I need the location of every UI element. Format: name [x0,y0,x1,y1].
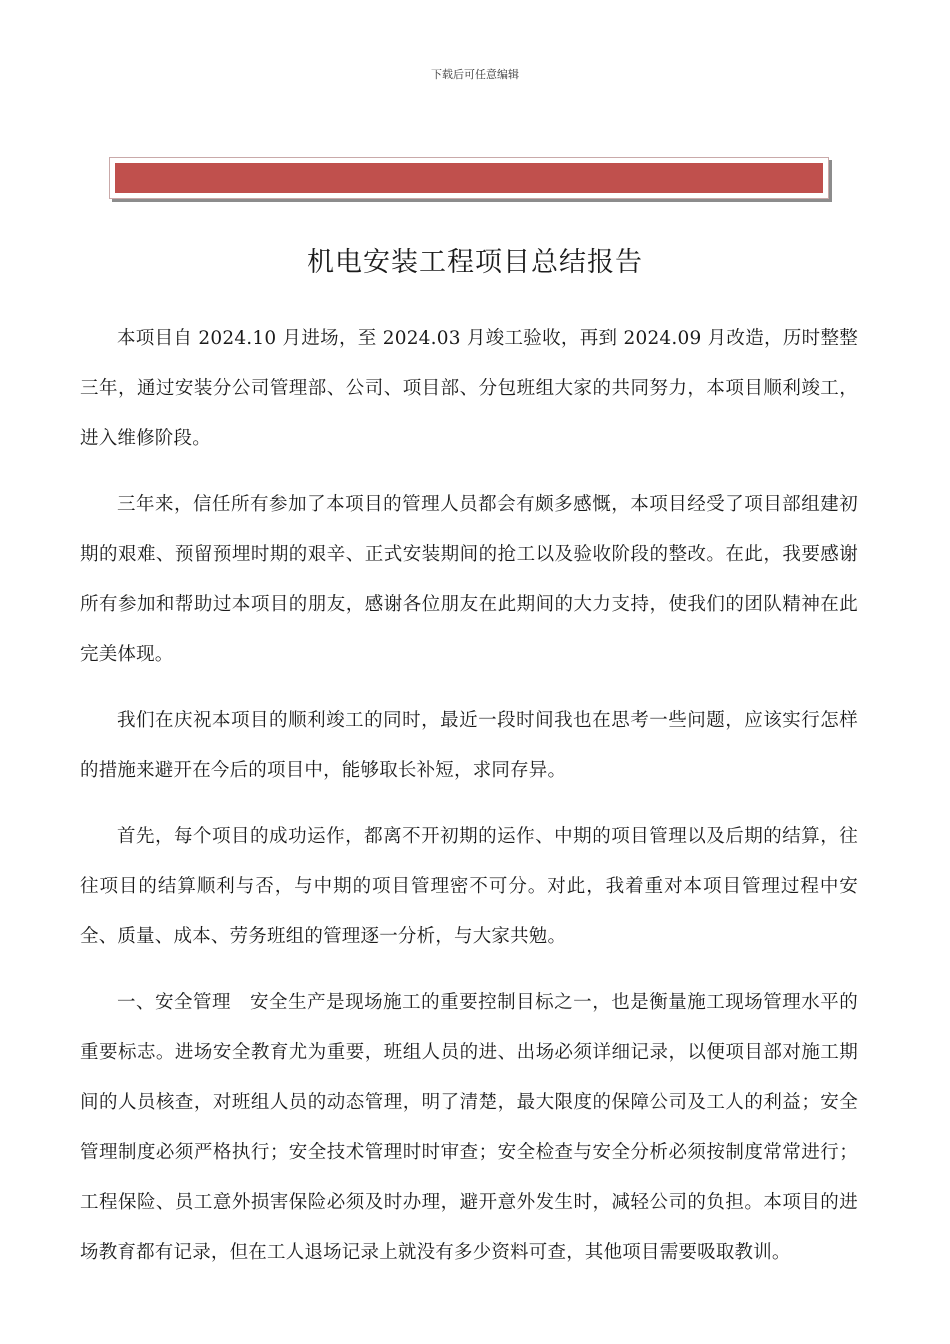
paragraph-thanks: 三年来，信任所有参加了本项目的管理人员都会有颇多感慨，本项目经受了项目部组建初期的艰难、预留预埋时期的艰辛、正式安装期间的抢工以及验收阶段的整改。在此，我要感谢所有参加和帮助过本项目的朋友，感谢各位朋友在此期间的大力支持，使我们的团队精神在此完美体现。 [80,494,858,665]
paragraph-intro: 本项目自 2024.10 月进场，至 2024.03 月竣工验收，再到 2024.09 月改造，历时整整三年，通过安装分公司管理部、公司、项目部、分包班组大家的共同努力，本项目顺利竣工，进入维修阶段。 [80,328,858,449]
document-title: 机电安装工程项目总结报告 [307,247,643,278]
paragraph-reflection: 我们在庆祝本项目的顺利竣工的同时，最近一段时间我也在思考一些问题，应该实行怎样的措施来避开在今后的项目中，能够取长补短，求同存异。 [80,710,858,781]
banner-fill [115,163,823,193]
page-header-note: 下载后可任意编辑 [431,68,519,81]
paragraph-overview: 首先，每个项目的成功运作，都离不开初期的运作、中期的项目管理以及后期的结算，往往项目的结算顺利与否，与中期的项目管理密不可分。对此，我着重对本项目管理过程中安全、质量、成本、劳务班组的管理逐一分析，与大家共勉。 [80,826,858,947]
paragraph-safety: 一、安全管理 安全生产是现场施工的重要控制目标之一，也是衡量施工现场管理水平的重要标志。进场安全教育尤为重要，班组人员的进、出场必须详细记录，以便项目部对施工期间的人员核查，对班组人员的动态管理，明了清楚，最大限度的保障公司及工人的利益；安全管理制度必须严格执行；安全技术管理时时审查；安全检查与安全分析必须按制度常常进行；工程保险、员工意外损害保险必须及时办理，避开意外发生时，减轻公司的负担。本项目的进场教育都有记录，但在工人退场记录上就没有多少资料可查，其他项目需要吸取教训。 [80,992,858,1263]
decorative-banner [109,157,829,199]
document-body [80,314,858,1294]
